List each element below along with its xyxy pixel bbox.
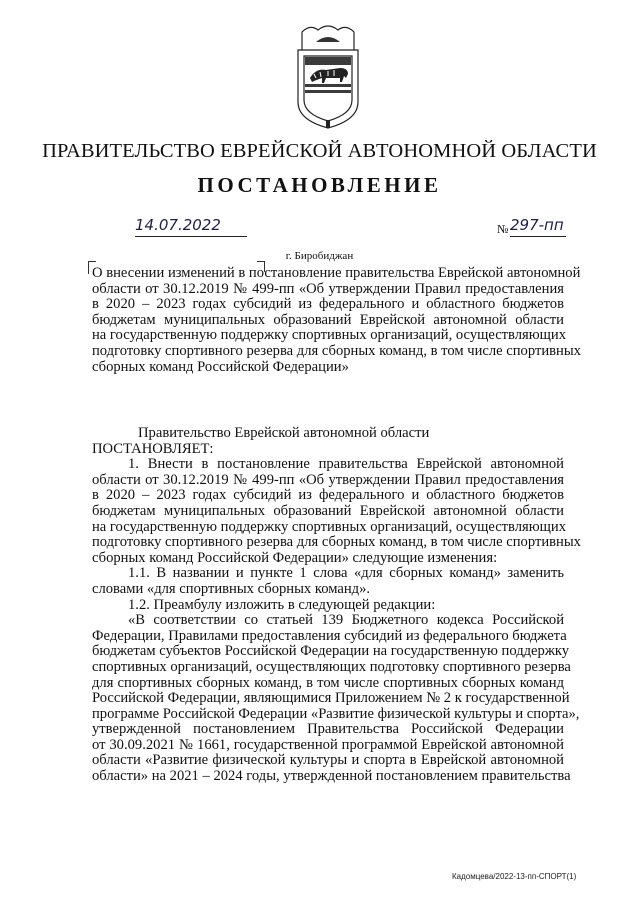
subject-line: на государственную поддержку спортивных организаций, осуществляющих	[92, 327, 566, 344]
body-line: Правительство Еврейской автономной области	[138, 425, 430, 441]
subject-line: в 2020 – 2023 годах субсидий из федерального и областного бюджетов	[92, 296, 564, 313]
document-subject	[92, 265, 581, 375]
body-line: 1.1. В названии и пункте 1 слова «для сборных команд» заменить	[128, 565, 564, 582]
subject-line: подготовку спортивного резерва для сборных команд, в том числе спортивных	[92, 342, 581, 359]
document-type-title: ПОСТАНОВЛЕНИЕ	[197, 173, 442, 197]
body-line: на государственную поддержку спортивных организаций, осуществляющих	[92, 518, 566, 535]
body-line: программе Российской Федерации «Развитие физической культуры и спорта»,	[92, 705, 580, 722]
body-line: от 30.09.2021 № 1661, государственной программой Еврейской автономной	[92, 736, 564, 753]
body-line: Российской Федерации, являющимися Приложением № 2 к государственной	[92, 690, 570, 707]
document-body	[92, 425, 581, 785]
body-line: сборных команд Российской Федерации» следующие изменения:	[92, 549, 498, 566]
subject-line: О внесении изменений в постановление правительства Еврейской автономной	[92, 265, 581, 281]
subject-line: сборных команд Российской Федерации»	[92, 358, 349, 375]
body-line: в 2020 – 2023 годах субсидий из федерального и областного бюджетов	[92, 487, 564, 504]
government-title: ПРАВИТЕЛЬСТВО ЕВРЕЙСКОЙ АВТОНОМНОЙ ОБЛАСТИ	[42, 140, 597, 162]
coat-of-arms-emblem	[296, 20, 360, 130]
body-line: 1. Внести в постановление правительства Еврейской автономной	[128, 456, 564, 473]
body-line: ПОСТАНОВЛЯЕТ:	[92, 440, 214, 457]
document-number: 297-пп	[510, 216, 566, 237]
body-line: области «Развитие физической культуры и спорта в Еврейской автономной	[92, 752, 564, 769]
body-line: спортивных организаций, осуществляющих подготовку спортивного резерва	[92, 658, 571, 675]
body-line: «В соответствии со статьей 139 Бюджетного кодекса Российской	[128, 612, 564, 629]
document-date: 14.07.2022	[135, 216, 247, 237]
subject-line: бюджетам муниципальных образований Еврейской автономной области	[92, 311, 564, 328]
body-line: области от 30.12.2019 № 499-пп «Об утверждении Правил предоставления	[92, 471, 564, 488]
body-line: области» на 2021 – 2024 годы, утвержденной постановлением правительства	[92, 768, 571, 785]
body-line: бюджетам муниципальных образований Еврейской автономной области	[92, 502, 564, 519]
body-line: 1.2. Преамбулу изложить в следующей редакции:	[128, 596, 436, 613]
body-line: словами «для спортивных сборных команд».	[92, 580, 371, 597]
body-line: утвержденной постановлением Правительства Российской Федерации	[92, 721, 564, 738]
body-line: для спортивных сборных команд, в том числе спортивных сборных команд	[92, 674, 564, 691]
number-label: №	[497, 222, 509, 236]
document-footer-code: Кадомцева/2022-13-пп-СПОРТ(1)	[452, 872, 577, 881]
subject-line: области от 30.12.2019 № 499-пп «Об утверждении Правил предоставления	[92, 280, 564, 297]
body-line: подготовку спортивного резерва для сборных команд, в том числе спортивных	[92, 534, 581, 551]
body-line: бюджетам субъектов Российской Федерации на государственную поддержку	[92, 643, 570, 660]
body-line: Федерации, Правилами предоставления субсидий из федерального бюджета	[92, 627, 567, 644]
city-label: г. Биробиджан	[285, 250, 354, 262]
